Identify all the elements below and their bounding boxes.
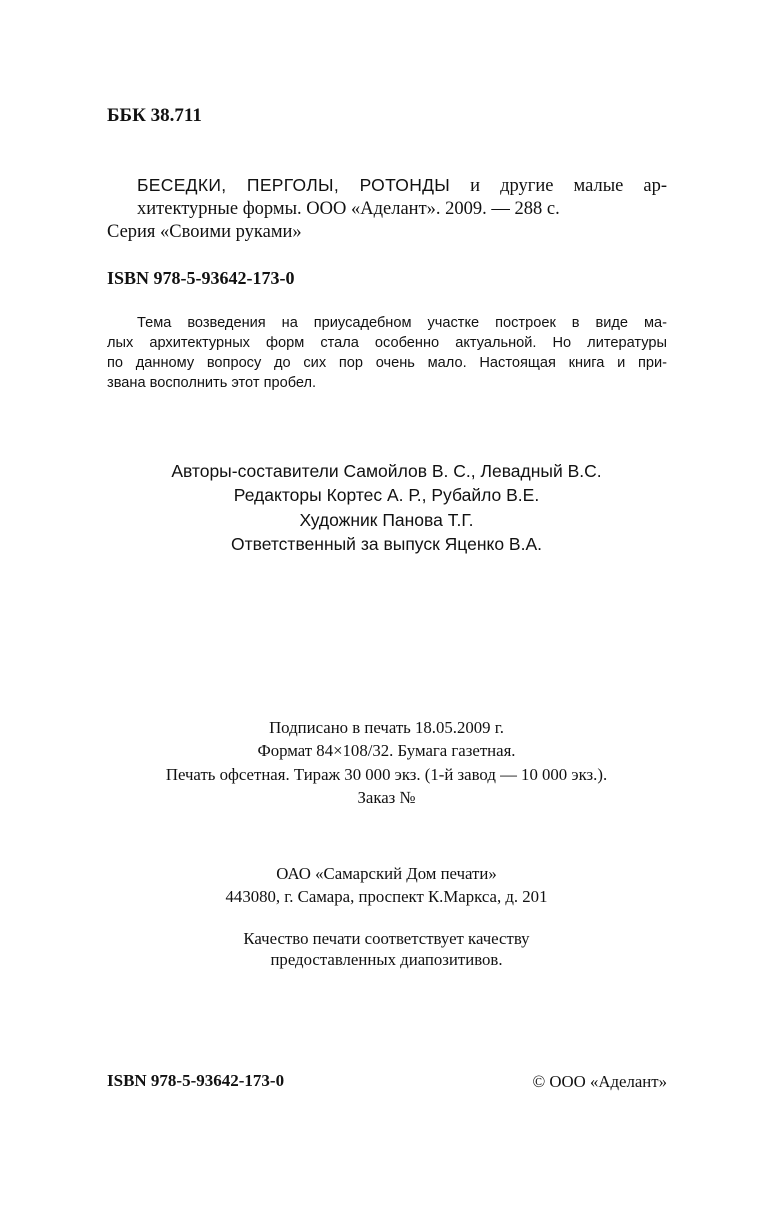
quality-line-1: Качество печати соответствует качеству	[243, 929, 530, 948]
order-line: Заказ №	[357, 787, 416, 807]
abstract	[107, 313, 667, 393]
isbn-top: ISBN 978-5-93642-173-0	[107, 268, 295, 288]
abstract-line: по данному вопросу до сих пор очень мало. Настоящая книга и при-	[107, 355, 667, 371]
book-title: БЕСЕДКИ, ПЕРГОЛЫ, РОТОНДЫ	[137, 175, 451, 195]
abstract-line: звана восполнить этот пробел.	[107, 375, 317, 391]
signed-line: Подписано в печать 18.05.2009 г.	[269, 718, 504, 737]
responsible-line: Ответственный за выпуск Яценко В.А.	[230, 533, 542, 554]
authors-line: Авторы-составители Самойлов В. С., Левадный В.С.	[171, 461, 602, 481]
credits	[0, 459, 773, 556]
printer-name: ОАО «Самарский Дом печати»	[276, 864, 497, 883]
print-details	[0, 716, 773, 809]
quality-note	[0, 928, 773, 970]
bib-line-2: хитектурные формы. ООО «Аделант». 2009. — 288 с.	[137, 199, 560, 219]
bibliographic-record	[107, 174, 667, 244]
bbk-code: ББК 38.711	[107, 105, 202, 126]
abstract-line: Тема возведения на приусадебном участке построек в виде ма-	[137, 315, 667, 331]
isbn-bottom: ISBN 978-5-93642-173-0	[107, 1071, 285, 1090]
printer-address: 443080, г. Самара, проспект К.Маркса, д. 201	[225, 887, 548, 906]
abstract-line: лых архитектурных форм стала особенно актуальной. Но литературы	[107, 335, 667, 351]
series-line: Серия «Своими руками»	[107, 222, 302, 242]
bib-line-1	[107, 174, 667, 198]
printing-house	[0, 862, 773, 908]
editors-line: Редакторы Кортес А. Р., Рубайло В.Е.	[233, 485, 540, 506]
title-continuation: и другие малые ар-	[450, 176, 667, 196]
format-line: Формат 84×108/32. Бумага газетная.	[257, 741, 516, 761]
quality-line-2: предоставленных диапозитивов.	[270, 950, 503, 969]
print-run-line: Печать офсетная. Тираж 30 000 экз. (1-й завод — 10 000 экз.).	[165, 764, 608, 784]
copyright: © ООО «Аделант»	[532, 1072, 667, 1091]
artist-line: Художник Панова Т.Г.	[299, 509, 474, 530]
